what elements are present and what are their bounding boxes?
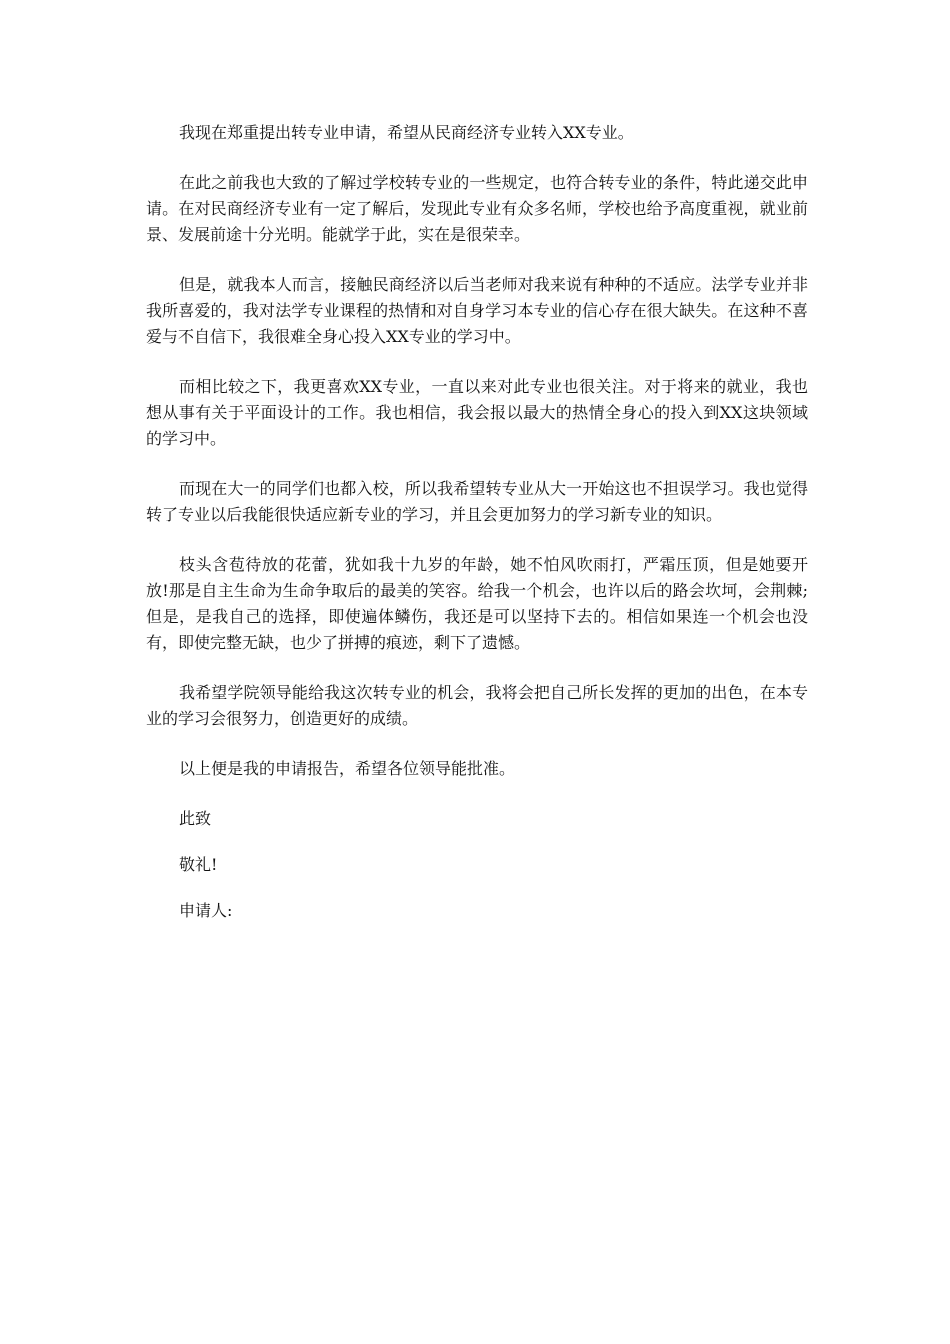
paragraph-intro: 我现在郑重提出转专业申请，希望从民商经济专业转入XX专业。 (179, 123, 634, 142)
paragraph-aspiration: 枝头含苞待放的花蕾，犹如我十九岁的年龄，她不怕风吹雨打，严霜压顶，但是她要开放!那是自主生命为生命争取后的最美的笑容。给我一个机会，也许以后的路会坎坷，会荆棘;但是，是我自己的选择，即使遍体鳞伤，我还是可以坚持下去的。相信如果连一个机会也没有，即使完整无缺，也少了拼搏的痕迹，剩下了遗憾。 (146, 555, 808, 652)
paragraph-preference: 而相比较之下，我更喜欢XX专业，一直以来对此专业也很关注。对于将来的就业，我也想从事有关于平面设计的工作。我也相信，我会报以最大的热情全身心的投入到XX这块领域的学习中。 (146, 377, 808, 448)
applicant-signature-line: 申请人: (179, 901, 233, 920)
document-body (146, 120, 808, 944)
paragraph-reason: 但是，就我本人而言，接触民商经济以后当老师对我来说有种种的不适应。法学专业并非我所喜爱的，我对法学专业课程的热情和对自身学习本专业的信心存在很大缺失。在这种不喜爱与不自信下，我很难全身心投入XX专业的学习中。 (146, 275, 808, 346)
paragraph-request: 我希望学院领导能给我这次转专业的机会，我将会把自己所长发挥的更加的出色，在本专业的学习会很努力，创造更好的成绩。 (146, 683, 808, 728)
paragraph-background: 在此之前我也大致的了解过学校转专业的一些规定，也符合转专业的条件，特此递交此申请。在对民商经济专业有一定了解后，发现此专业有众多名师，学校也给予高度重视，就业前景、发展前途十分光明。能就学于此，实在是很荣幸。 (146, 173, 808, 244)
closing-salutation: 此致 (179, 809, 212, 828)
paragraph-conclusion: 以上便是我的申请报告，希望各位领导能批准。 (179, 759, 516, 778)
paragraph-timing: 而现在大一的同学们也都入校，所以我希望转专业从大一开始这也不担误学习。我也觉得转了专业以后我能很快适应新专业的学习，并且会更加努力的学习新专业的知识。 (146, 479, 808, 524)
closing-regards: 敬礼! (179, 855, 218, 874)
